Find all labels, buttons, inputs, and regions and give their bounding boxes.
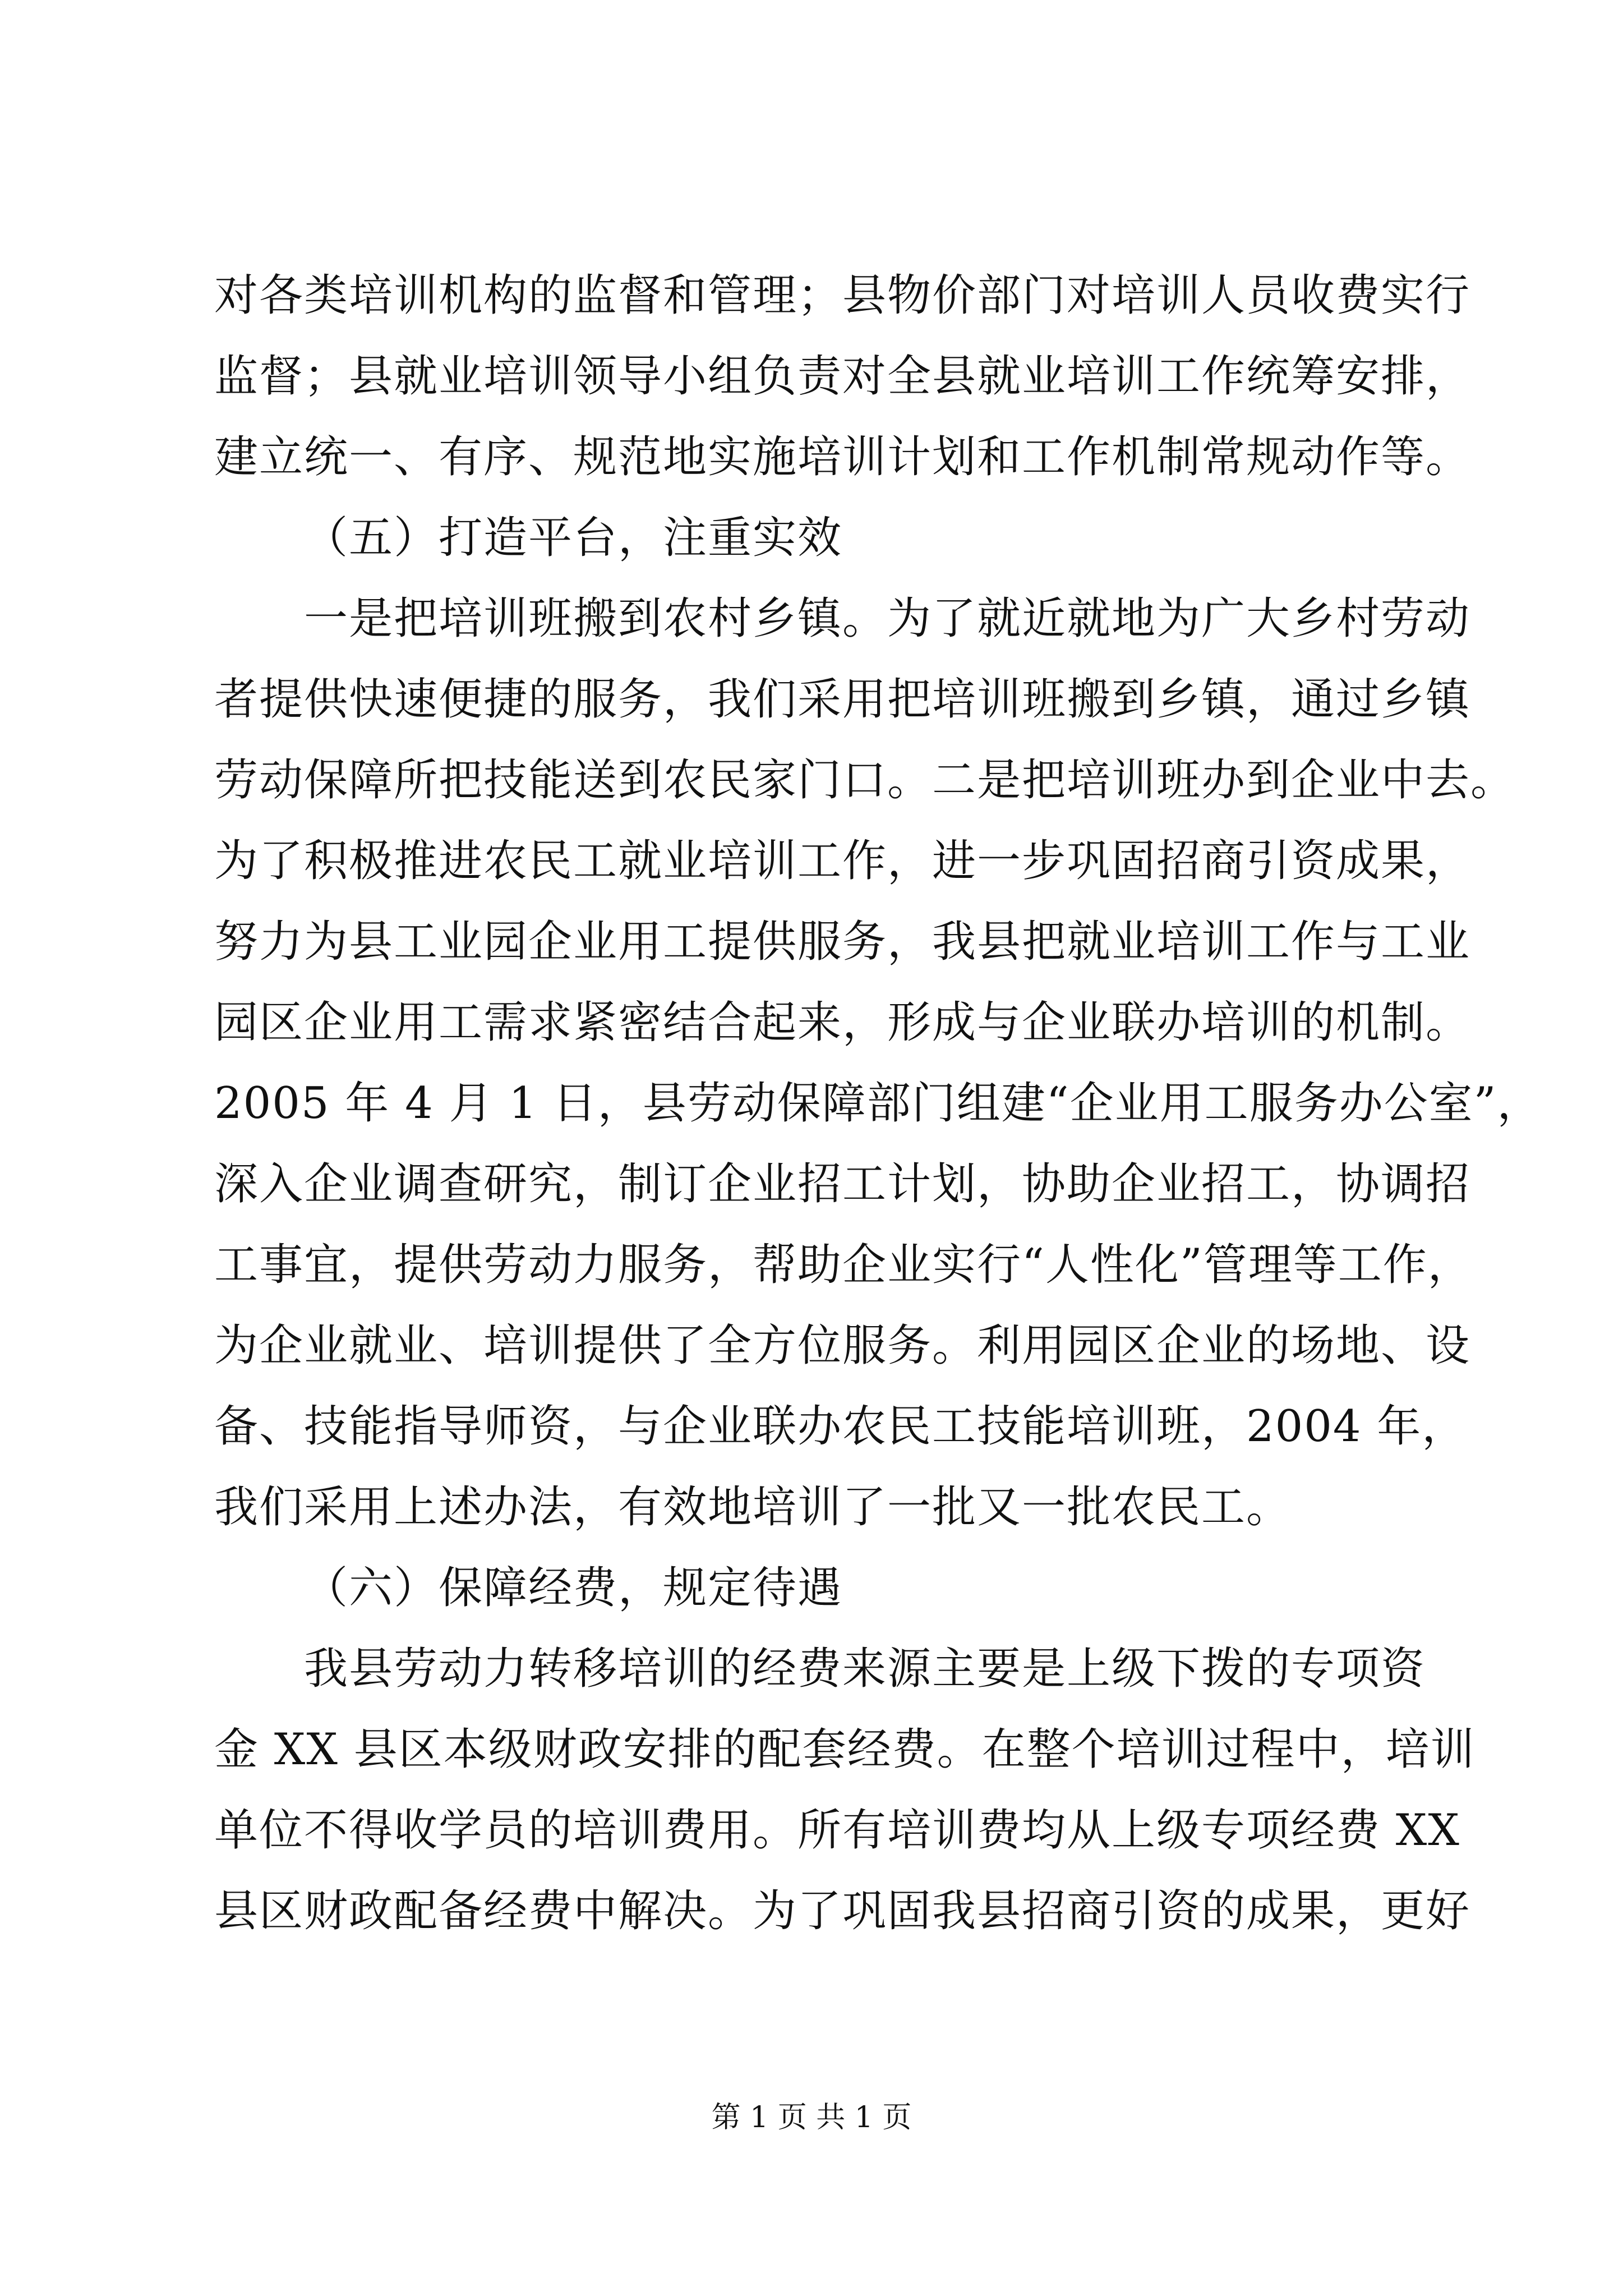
page-number-label: 第 1 页 共 1 页 [711,2101,912,2134]
text-line: 备、技能指导师资，与企业联办农民工技能培训班，2004 年， [214,1401,1467,1452]
text-line: 园区企业用工需求紧密结合起来，形成与企业联办培训的机制。 [214,997,1471,1048]
text-line: 努力为县工业园企业用工提供服务，我县把就业培训工作与工业 [214,917,1471,967]
text-line: 深入企业调查研究，制订企业招工计划，协助企业招工，协调招 [214,1159,1471,1209]
text-line: 金 XX 县区本级财政安排的配套经费。在整个培训过程中，培训 [214,1724,1476,1775]
paragraph-first-line: 我县劳动力转移培训的经费来源主要是上级下拨的专项资 [304,1644,1426,1694]
section-heading: （六）保障经费，规定待遇 [304,1563,843,1613]
text-line: 对各类培训机构的监督和管理；县物价部门对培训人员收费实行 [214,270,1471,321]
text-line: 我们采用上述办法，有效地培训了一批又一批农民工。 [214,1482,1292,1533]
page-footer [0,2095,1623,2140]
section-heading: （五）打造平台，注重实效 [304,513,843,563]
text-line: 者提供快速便捷的服务，我们采用把培训班搬到乡镇，通过乡镇 [214,674,1471,725]
document-body [214,255,1542,1952]
text-line: 劳动保障所把技能送到农民家门口。二是把培训班办到企业中去。 [214,755,1516,806]
text-line: 工事宜，提供劳动力服务，帮助企业实行“人性化”管理等工作， [214,1240,1473,1290]
text-line: 监督；县就业培训领导小组负责对全县就业培训工作统筹安排， [214,351,1471,402]
text-line: 县区财政配备经费中解决。为了巩固我县招商引资的成果，更好 [214,1886,1471,1936]
text-line: 2005 年 4 月 1 日，县劳动保障部门组建“企业用工服务办公室”， [214,1078,1542,1129]
text-line: 为了积极推进农民工就业培训工作，进一步巩固招商引资成果， [214,836,1471,886]
text-line: 单位不得收学员的培训费用。所有培训费均从上级专项经费 XX [214,1805,1460,1856]
paragraph-first-line: 一是把培训班搬到农村乡镇。为了就近就地为广大乡村劳动 [304,593,1471,644]
text-line: 为企业就业、培训提供了全方位服务。利用园区企业的场地、设 [214,1320,1471,1371]
text-line: 建立统一、有序、规范地实施培训计划和工作机制常规动作等。 [214,432,1471,482]
